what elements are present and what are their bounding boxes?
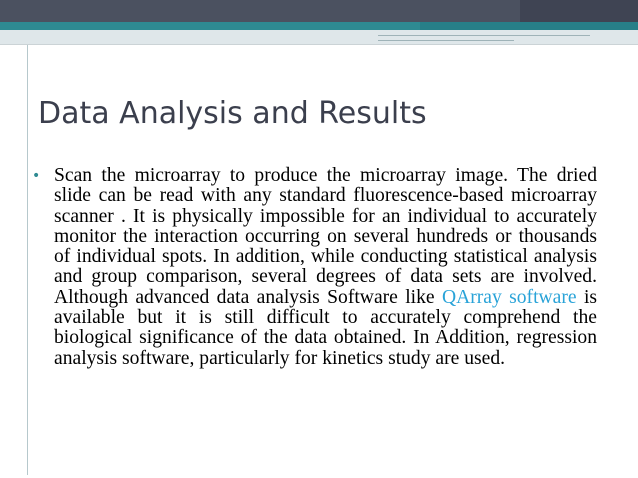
header-decor-line — [378, 40, 514, 41]
paragraph-text-part2: is available but it is still difficult to accurately comprehend the biological significance of the data obtained. In Addition, regression analysis software, particularly for kinetics study are used. — [54, 286, 598, 369]
slide-content — [32, 166, 597, 369]
slide-title: Data Analysis and Results — [38, 96, 427, 131]
bullet-icon: • — [32, 168, 41, 184]
bullet-paragraph — [54, 166, 597, 369]
header-decor-line — [378, 35, 590, 36]
bullet-item — [32, 166, 597, 369]
header-band-teal-accent — [420, 22, 638, 30]
paragraph-text-part1: Scan the microarray to produce the microarray image. The dried slide can be read with any standard fluorescence-based microarray scanner . It is physically impossible for an individual to accurately monitor the interaction occurring on several hundreds or thousands of individual spots. In addition, while conducting statistical analysis and group comparison, several degrees of data sets are involved. Although advanced data analysis Software like — [54, 165, 597, 308]
header-band-light — [0, 30, 638, 44]
left-vertical-rule — [27, 45, 28, 475]
header-band-dark-accent — [520, 0, 638, 22]
qarray-software-link[interactable]: QArray software — [441, 286, 577, 308]
header-band-shadow — [0, 44, 638, 45]
